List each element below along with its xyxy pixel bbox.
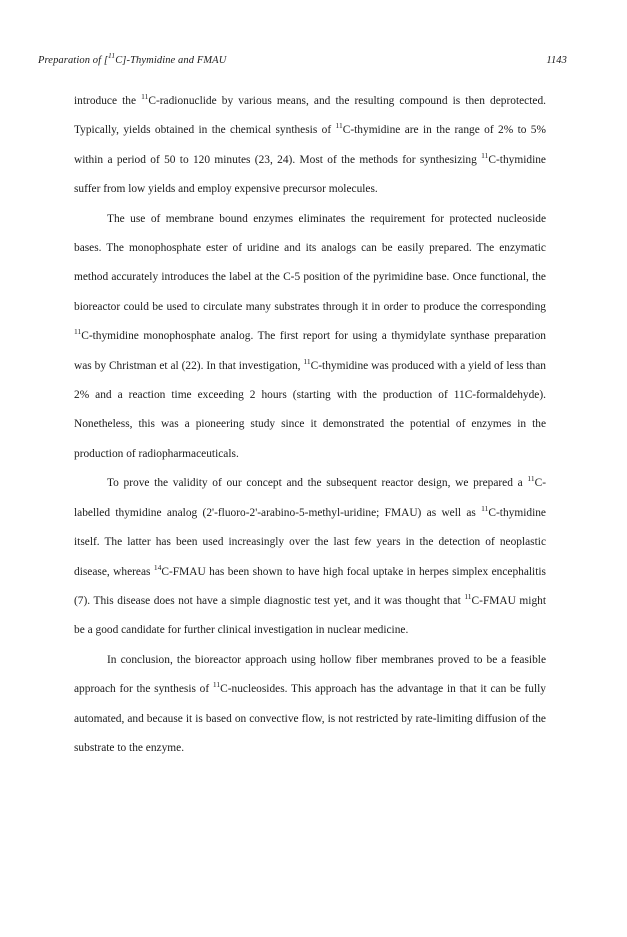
text-segment: C-FMAU has been shown to have high focal uptake in herpes simplex encephalitis (7). This disease does not have a simple diagnostic test yet, and it was thought that	[74, 565, 546, 607]
text-segment: C-labelled thymidine analog (2'-fluoro-2'-arabino-5-methyl-uridine; FMAU) as well as	[74, 477, 546, 519]
text-segment: C-thymidine itself. The latter has been used increasingly over the last few years in the detection of neoplastic disease, whereas	[74, 506, 546, 578]
isotope-superscript: 11	[303, 356, 311, 366]
body-text	[74, 87, 546, 763]
paragraph-1	[74, 87, 546, 205]
text-segment: C-thymidine suffer from low yields and employ expensive precursor molecules.	[74, 153, 546, 196]
isotope-superscript: 11	[141, 92, 149, 101]
text-segment: In conclusion, the bioreactor approach using hollow fiber membranes proved to be a feasible approach for the synthesis of	[74, 653, 546, 696]
paragraph-2	[74, 205, 546, 470]
text-segment: introduce the	[74, 95, 142, 107]
isotope-superscript: 14	[153, 562, 162, 572]
text-segment: C-radionuclide by various means, and the resulting compound is then deprotected. Typically, yields obtained in the chemical synthesis of	[74, 95, 546, 137]
paragraph-3	[74, 469, 546, 645]
text-segment: To prove the validity of our concept and the subsequent reactor design, we prepared a	[107, 477, 528, 490]
text-segment: C-thymidine monophosphate analog. The first report for using a thymidylate synthase preparation was by Christman et al (22). In that investigation,	[74, 330, 546, 372]
isotope-superscript: 11	[464, 591, 472, 601]
isotope-superscript: 11	[527, 474, 535, 484]
isotope-superscript: 11	[74, 327, 82, 337]
paragraph-4	[74, 646, 546, 764]
text-segment: C-FMAU might be a good candidate for further clinical investigation in nuclear medicine.	[74, 594, 547, 637]
running-title: Preparation of [$^{11}$C]-Thymidine and FMAU	[38, 51, 227, 66]
isotope-superscript: 11	[481, 150, 489, 160]
text-segment: C-thymidine are in the range of 2% to 5% within a period of 50 to 120 minutes (23, 24). Most of the methods for synthesizing	[74, 124, 546, 166]
text-segment: C-thymidine was produced with a yield of less than 2% and a reaction time exceeding 2 hours (starting with the production of 11C-formaldehyde). Nonetheless, this was a pioneering study since it demonstrated the potential of enzymes in the production of radiopharmaceuticals.	[74, 359, 546, 460]
isotope-superscript: 11	[212, 680, 221, 690]
page-number: 1143	[546, 55, 567, 66]
isotope-superscript: 11	[481, 503, 489, 513]
isotope-superscript: 11	[335, 121, 343, 131]
text-segment: The use of membrane bound enzymes eliminates the requirement for protected nucleoside bases. The monophosphate ester of uridine and its analogs can be easily prepared. The enzymatic method accurately introduces the label at the C-5 position of the pyrimidine base. Once functional, the bioreactor could be used to circulate many substrates through it in order to produce the corresponding	[74, 212, 546, 313]
text-segment: C-nucleosides. This approach has the advantage in that it can be fully automated, and because it is based on convective flow, is not restricted by rate-limiting diffusion of the substrate to the enzyme.	[74, 683, 547, 754]
